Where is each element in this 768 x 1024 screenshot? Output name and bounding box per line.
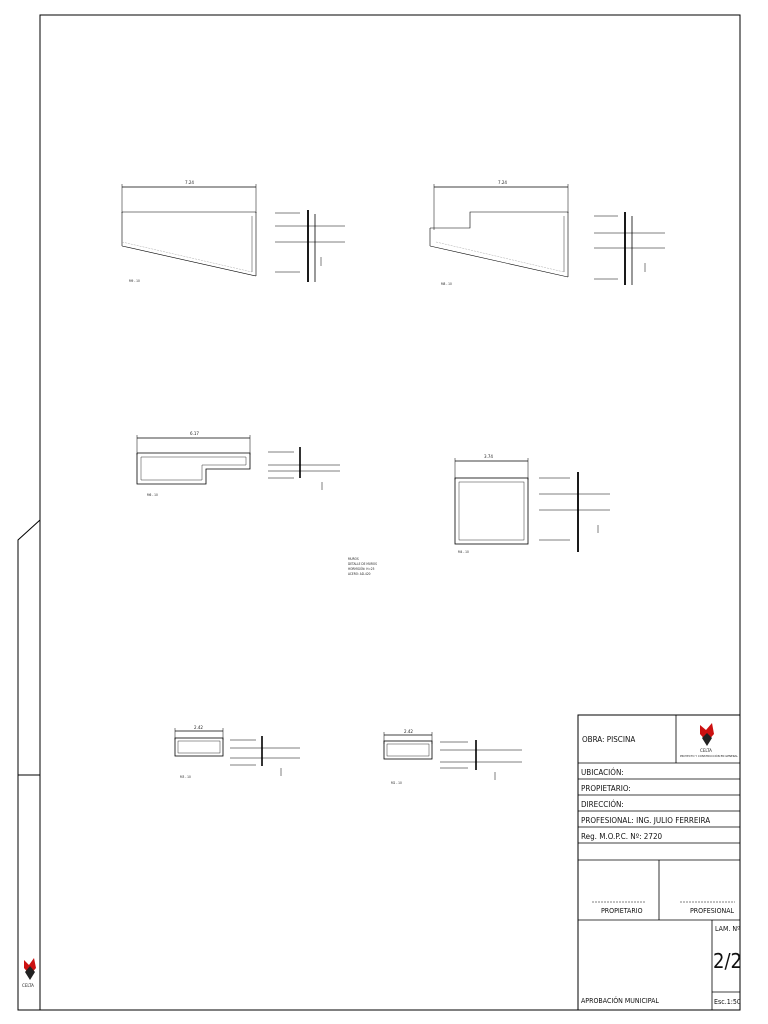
logo-tagline: PROYECTO Y CONSTRUCCIÓN EN GENERAL [680,754,738,758]
wall-section-m8 [430,180,665,286]
wall-section-m4 [455,454,610,554]
dim-label: 7.24 [185,181,195,186]
direccion-label: DIRECCIÓN: [581,800,624,809]
lamina-label: LAM. Nº [715,925,741,933]
logo-text: CELTA [700,749,712,754]
section-tag: M9 - 10 [129,279,140,283]
dim-label: 3.74 [484,455,494,460]
wall-section-m3 [175,725,300,779]
celta-logo-small [22,958,36,989]
section-tag: M8 - 10 [441,282,452,286]
escala-label: Esc.1:50 [714,998,741,1006]
section-tag: M2 - 10 [391,781,402,785]
binding-strip [18,520,40,1010]
signature-propietario-label: PROPIETARIO [601,907,643,915]
section-tag: M3 - 10 [180,775,191,779]
dim-label: 6.17 [190,432,200,437]
logo-text-small: CELTA [22,984,34,989]
registro-label: Reg. M.O.P.C. Nº: 2720 [581,832,663,841]
obra-label: OBRA: PISCINA [582,735,636,744]
muros-notes [348,557,377,576]
profesional-label: PROFESIONAL: ING. JULIO FERREIRA [581,816,711,825]
wall-section-m9 [122,180,345,283]
dim-label: 2.42 [404,730,414,735]
propietario-label: PROPIETARIO: [581,784,631,793]
signature-profesional-label: PROFESIONAL [690,907,735,915]
title-block [578,715,742,1010]
note-line: ACERO: AD-420 [348,572,371,576]
note-line: DETALLE DE MUROS [348,562,377,566]
ubicacion-label: UBICACIÓN: [581,768,624,777]
aprobacion-label: APROBACIÓN MUNICIPAL [581,997,659,1005]
note-line: MUROS [348,557,359,561]
note-line: HORMIGÓN: H=25 [348,567,375,571]
wall-section-m6 [137,431,340,497]
dim-label: 7.24 [498,181,508,186]
lamina-number: 2/2 [713,949,742,973]
section-tag: M6 - 10 [147,493,158,497]
section-tag: M4 - 10 [458,550,469,554]
wall-section-m2 [384,729,522,785]
dim-label: 2.42 [194,726,204,731]
